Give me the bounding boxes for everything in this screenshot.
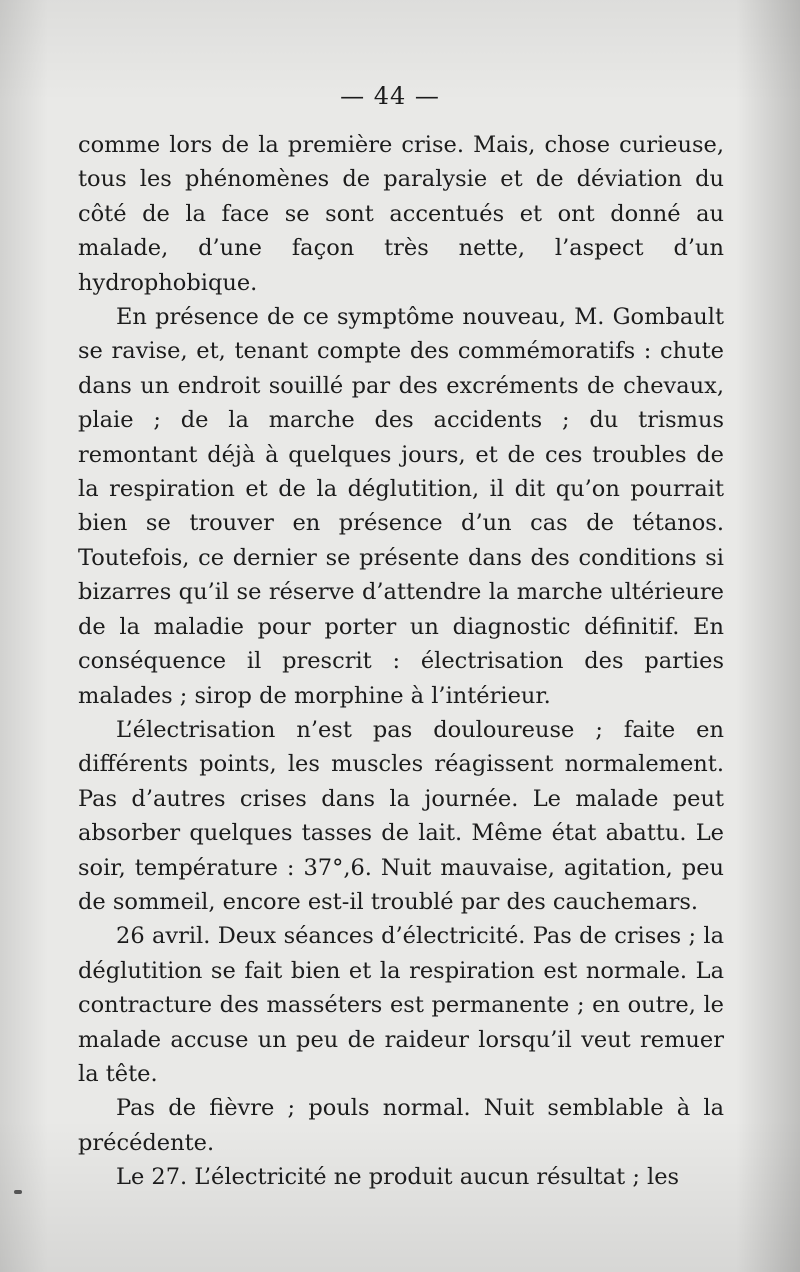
- paragraph-27th: Le 27. L’électricité ne produit aucun résultat ; les: [116, 1164, 680, 1191]
- paragraph-april-26: 26 avril. Deux séances d’électricité. Pas de crises ; la déglutition se fait bien et la respiration est normale. La contracture des masséters est permanente ; en outre, le malade accuse un peu de raideur lorsqu’il veut remuer la tête.: [78, 923, 724, 1087]
- paragraph-electrisation: L’électrisation n’est pas douloureuse ; faite en différents points, les muscles réagissent normalement. Pas d’autres crises dans la journée. Le malade peut absorber quelques tasses de lait. Même état abattu. Le soir, température : 37°,6. Nuit mauvaise, agitation, peu de sommeil, encore est-il troublé par des cauchemars.: [78, 716, 724, 915]
- body-text: [78, 128, 724, 1195]
- page-number: — 44 —: [340, 82, 440, 110]
- paragraph-no-fever: Pas de fièvre ; pouls normal. Nuit semblable à la précédente.: [78, 1095, 724, 1156]
- ink-speck: [14, 1190, 22, 1194]
- paragraph-diagnosis: En présence de ce symptôme nouveau, M. Gombault se ravise, et, tenant compte des commémoratifs : chute dans un endroit souillé par des excréments de chevaux, plaie ; de la marche des accidents ; du trismus remontant déjà à quelques jours, et de ces troubles de la respiration et de la déglutition, il dit qu’on pourrait bien se trouver en présence d’un cas de tétanos. Toutefois, ce dernier se présente dans des conditions si bizarres qu’il se réserve d’attendre la marche ultérieure de la maladie pour porter un diagnostic définitif. En conséquence il prescrit : électrisation des parties malades ; sirop de morphine à l’intérieur.: [78, 304, 724, 709]
- paragraph-continuation: comme lors de la première crise. Mais, chose curieuse, tous les phénomènes de paralysie et de déviation du côté de la face se sont accentués et ont donné au malade, d’une façon très nette, l’aspect d’un hydrophobique.: [78, 132, 724, 296]
